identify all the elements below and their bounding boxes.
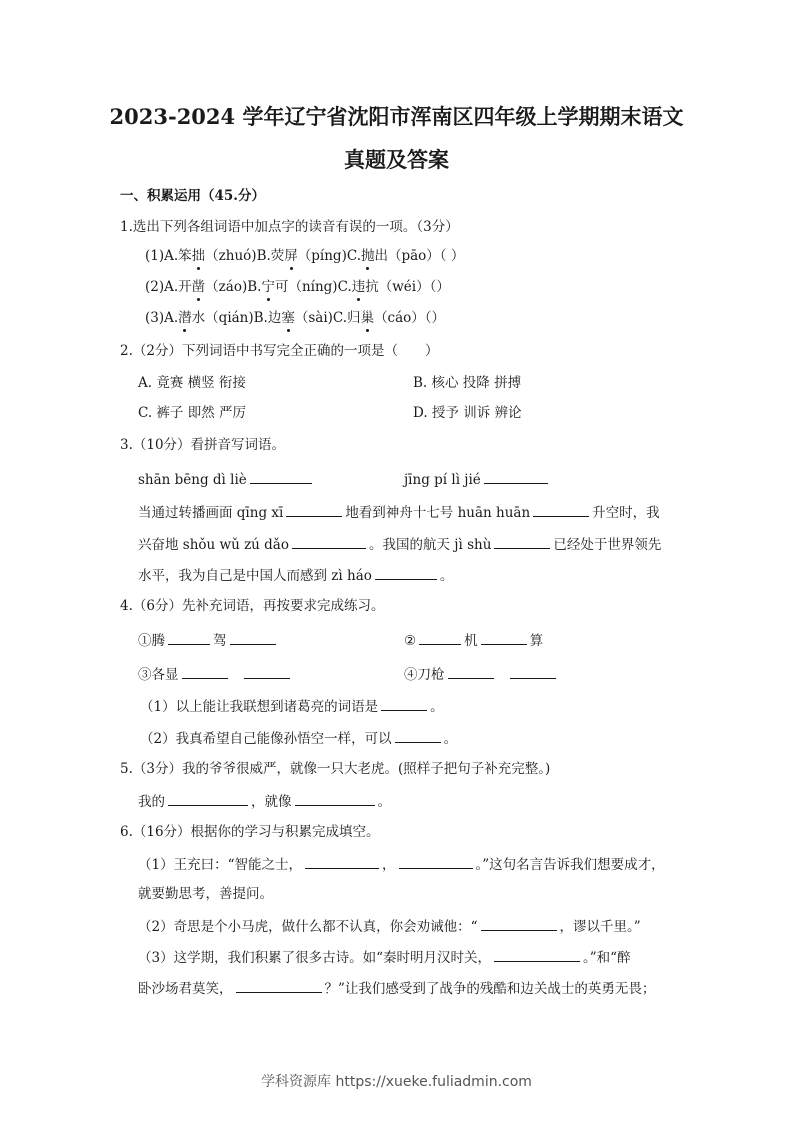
q6-stem: 6.（16分）根据你的学习与积累完成填空。 <box>120 824 380 840</box>
q1-row3: (3)A.潜水（qián)B.边塞（sài)C.归巢（cáo）（） <box>145 310 446 326</box>
q4-sub-2: （2）我真希望自己能像孙悟空一样，可以 。 <box>140 728 457 749</box>
q3-pinyin-1: shān bēng dì liè <box>138 469 315 490</box>
q6-line3-cont: 卧沙场君莫笑， ？”让我们感受到了战争的残酷和边关战士的英勇无畏； <box>138 978 655 999</box>
q2-option-c: C. 裤子 即然 严厉 <box>138 405 247 421</box>
q4-item-3: ③各显 <box>138 664 293 685</box>
q4-item-1: ①腾 驾 <box>138 630 279 651</box>
q2-option-b: B. 核心 投降 拼搏 <box>413 375 522 391</box>
q5-stem: 5.（3分）我的爷爷很威严，就像一只大老虎。(照样子把句子补充完整。) <box>120 761 551 777</box>
q5-answer-line: 我的 ，就像 。 <box>138 791 391 812</box>
q3-stem: 3.（10分）看拼音写词语。 <box>120 437 286 453</box>
q6-line1-cont: 就要勤思考，善提问。 <box>138 886 273 902</box>
q1-row2: (2)A.开凿（záo)B.宁可（níng)C.违抗（wéi）（） <box>145 279 450 295</box>
q2-option-d: D. 授予 训诉 辨论 <box>413 405 522 421</box>
document-title-line1: 2023-2024 学年辽宁省沈阳市浑南区四年级上学期期末语文 <box>109 104 684 129</box>
q6-line2: （2）奇思是个小马虎，做什么都不认真，你会劝诫他：“ ，谬以千里。” <box>138 916 641 937</box>
q4-sub-1: （1）以上能让我联想到诸葛亮的词语是 。 <box>140 696 444 717</box>
q4-stem: 4.（6分）先补充词语，再按要求完成练习。 <box>120 598 385 614</box>
q3-pinyin-2: jīng pí lì jié <box>404 469 551 490</box>
section-heading: 一、积累运用（45.分） <box>120 188 265 204</box>
document-title-line2: 真题及答案 <box>344 147 449 172</box>
q1-row1: (1)A.笨拙（zhuó)B.荧屏（píng)C.抛出（pāo）（ ） <box>145 248 465 264</box>
q2-stem: 2.（2分）下列词语中书写完全正确的一项是（ ） <box>120 343 439 359</box>
q4-item-4: ④刀枪 <box>404 664 559 685</box>
q6-line1: （1）王充曰：“智能之士， ， 。”这句名言告诉我们想要成才， <box>138 854 665 875</box>
q2-option-a: A. 竟赛 横竖 衔接 <box>138 375 246 391</box>
q3-para-line1: 当通过转播画面 qīng xī 地看到神舟十七号 huān huān 升空时，我 <box>138 502 660 523</box>
q3-para-line2: 兴奋地 shǒu wǔ zú dǎo 。我国的航天 jì shù 已经处于世界领先 <box>138 534 661 555</box>
q6-line3: （3）这学期，我们积累了很多古诗。如“秦时明月汉时关， 。”和“醉 <box>138 947 631 968</box>
q4-item-2: ② 机 算 <box>404 630 543 651</box>
footer-watermark: 学科资源库 https://xueke.fuliadmin.com <box>261 1074 532 1090</box>
q1-stem: 1.选出下列各组词语中加点字的读音有误的一项。（3分） <box>120 219 459 235</box>
q3-para-line3: 水平，我为自己是中国人而感到 zì háo 。 <box>138 565 453 586</box>
